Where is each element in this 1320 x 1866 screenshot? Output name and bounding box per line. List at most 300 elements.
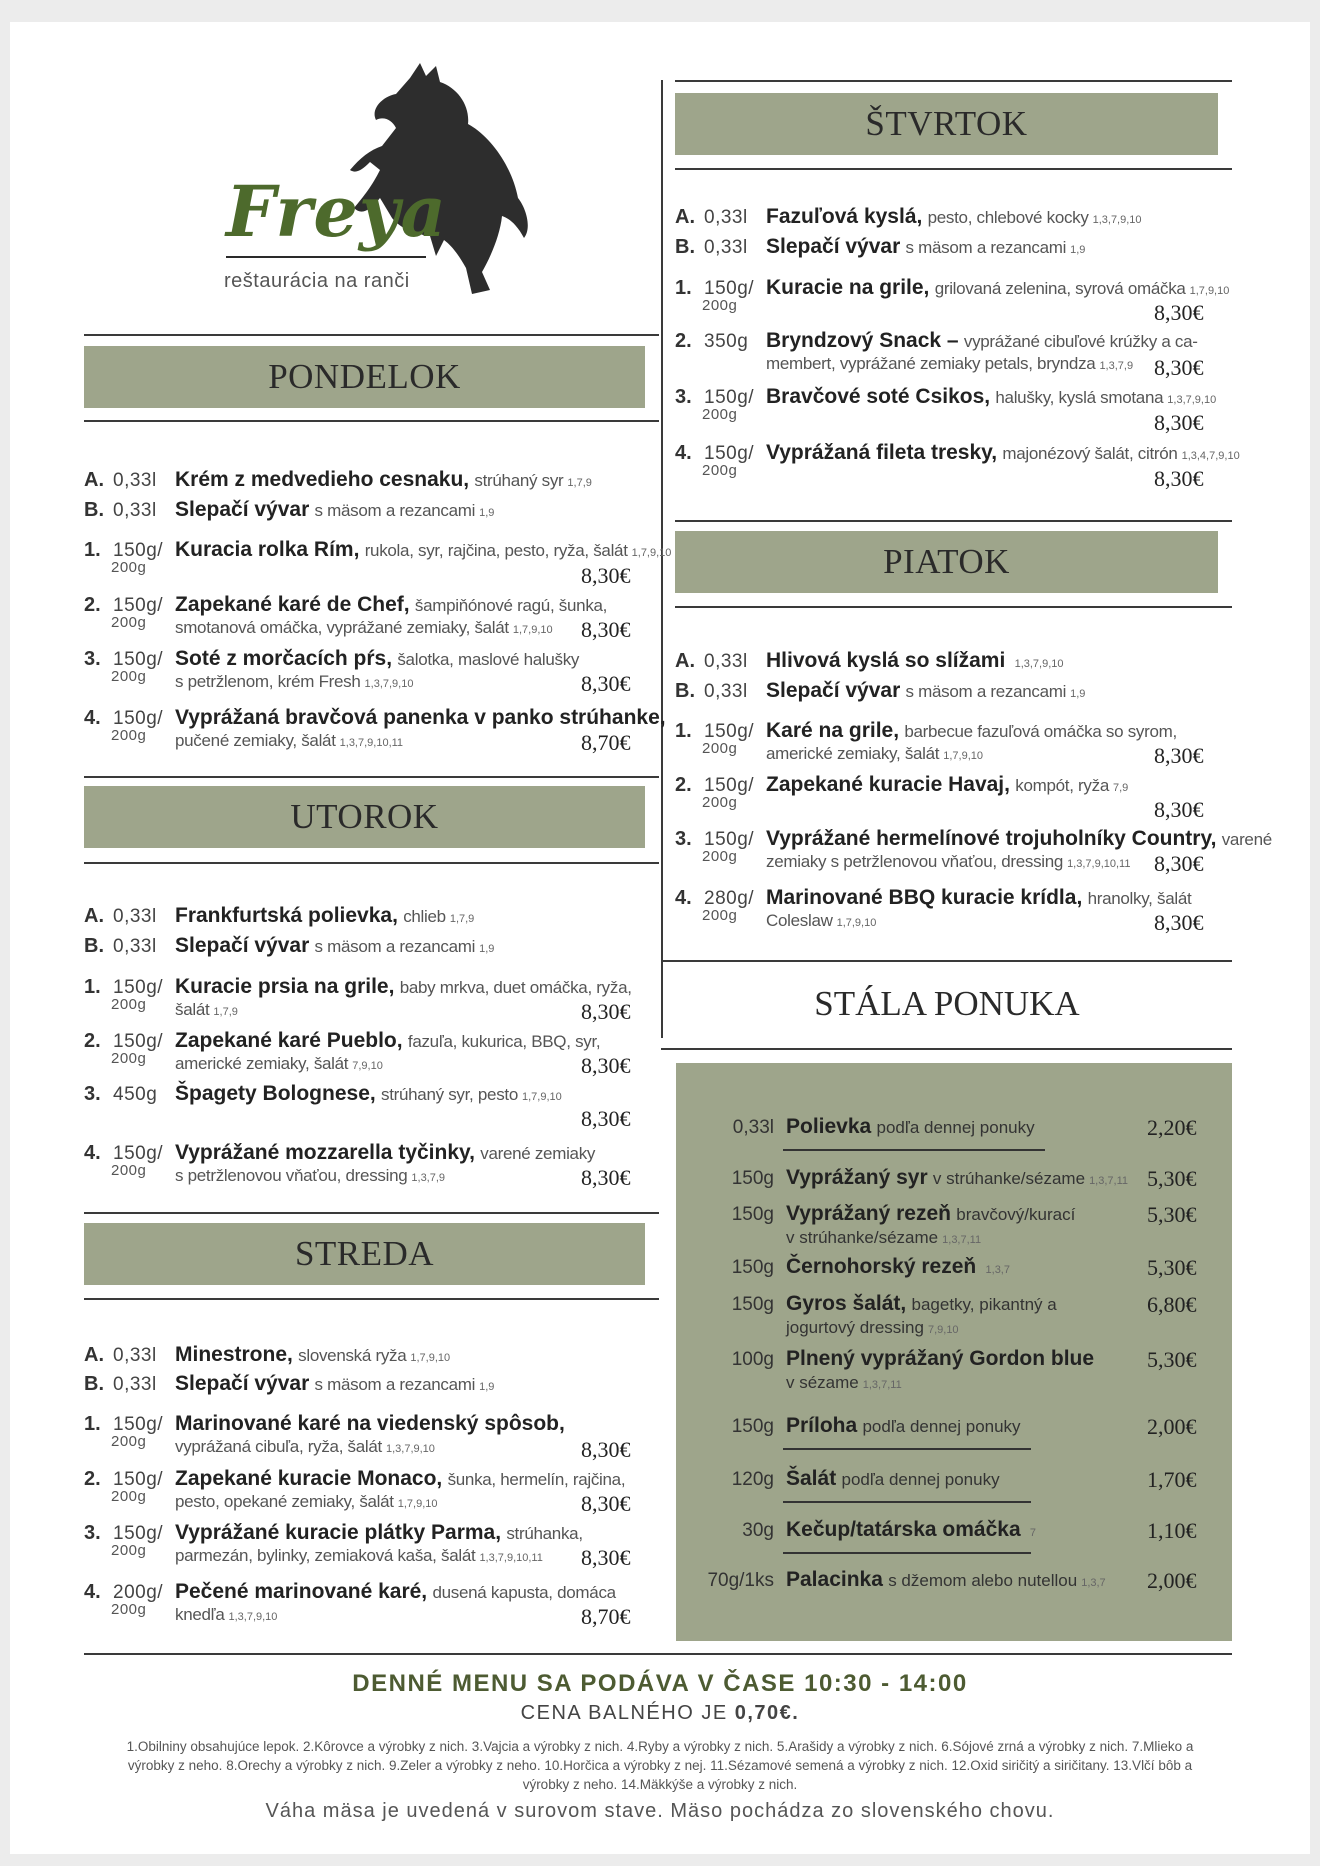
perm-quantity: 120g bbox=[731, 1469, 774, 1490]
day-header-tue: UTOROK bbox=[84, 786, 645, 848]
item-marker: 4. bbox=[84, 1142, 101, 1164]
perm-item-name: Černohorský rezeň bbox=[786, 1255, 977, 1278]
main-dish-detail bbox=[175, 998, 238, 1024]
item-quantity: 150g/ bbox=[704, 387, 755, 408]
item-allergens: 1,7,9,10 bbox=[397, 1498, 438, 1510]
item-marker: 4. bbox=[675, 887, 692, 909]
item-name: Zapekané kuracie Havaj, bbox=[766, 773, 1010, 796]
main-dish-detail bbox=[766, 352, 1133, 378]
perm-item-price: 5,30€ bbox=[1147, 1166, 1197, 1191]
item-marker: B. bbox=[675, 236, 695, 258]
soup-item bbox=[675, 649, 1064, 676]
item-name: Soté z morčacích pŕs, bbox=[175, 647, 393, 670]
item-price: 8,70€ bbox=[581, 730, 631, 755]
item-allergens: 1,3,7,9,10 bbox=[1092, 214, 1142, 226]
day-header-thu: ŠTVRTOK bbox=[675, 93, 1218, 155]
day-header-mon: PONDELOK bbox=[84, 346, 645, 408]
section-rule bbox=[84, 334, 659, 336]
main-dish-detail bbox=[175, 670, 413, 696]
item-name: Marinované BBQ kuracie krídla, bbox=[766, 886, 1083, 909]
section-rule bbox=[675, 168, 1232, 170]
item-marker: B. bbox=[84, 1373, 104, 1395]
section-rule bbox=[84, 1298, 659, 1300]
item-description: kompót, ryža bbox=[1015, 776, 1109, 795]
item-description-cont: vyprážaná cibuľa, ryža, šalát bbox=[175, 1437, 382, 1456]
perm-item-detail bbox=[786, 1372, 902, 1394]
item-name: Zapekané karé Pueblo, bbox=[175, 1029, 403, 1052]
item-allergens: 1,9 bbox=[1070, 688, 1086, 700]
item-quantity: 150g/ bbox=[113, 708, 164, 729]
item-description-cont: zemiaky s petržlenovou vňaťou, dressing bbox=[766, 852, 1064, 871]
item-allergens: 1,7,9,10 bbox=[631, 547, 672, 559]
perm-item-name: Polievka bbox=[786, 1115, 872, 1138]
item-description-cont: pučené zemiaky, šalát bbox=[175, 731, 336, 750]
item-marker: 4. bbox=[84, 1581, 101, 1603]
section-rule bbox=[84, 862, 659, 864]
item-price: 8,30€ bbox=[581, 1106, 631, 1131]
main-dish-detail bbox=[175, 1164, 445, 1190]
item-quantity: 450g bbox=[113, 1084, 158, 1105]
item-quantity: 350g bbox=[704, 331, 749, 352]
main-dish bbox=[84, 1412, 565, 1437]
main-dish bbox=[675, 827, 1272, 852]
item-allergens: 1,3,7,9,10 bbox=[1014, 658, 1064, 670]
main-dish bbox=[84, 593, 607, 618]
main-dish-detail bbox=[175, 1603, 277, 1629]
item-description: s mäsom a rezancami bbox=[905, 238, 1067, 257]
perm-item-name: Vyprážaný rezeň bbox=[786, 1202, 951, 1225]
item-marker: A. bbox=[675, 206, 695, 228]
item-quantity: 150g/ bbox=[113, 1143, 164, 1164]
item-name: Slepačí vývar bbox=[766, 235, 901, 258]
item-quantity: 150g/ bbox=[704, 443, 755, 464]
perm-item-price: 2,00€ bbox=[1147, 1414, 1197, 1439]
item-price: 8,30€ bbox=[581, 1437, 631, 1462]
item-quantity-alt: 200g bbox=[702, 297, 738, 314]
item-description-cont: s petržlenom, krém Fresh bbox=[175, 672, 361, 691]
item-name: Karé na grile, bbox=[766, 719, 900, 742]
perm-item bbox=[786, 1568, 1106, 1592]
item-quantity: 150g/ bbox=[113, 540, 164, 561]
item-name: Krém z medvedieho cesnaku, bbox=[175, 468, 470, 491]
item-name: Hlivová kyslá so slížami bbox=[766, 649, 1006, 672]
main-dish bbox=[84, 975, 632, 1000]
item-name: Zapekané kuracie Monaco, bbox=[175, 1467, 443, 1490]
perm-item-allergens: 1,3,7 bbox=[985, 1264, 1010, 1276]
perm-item-description: v strúhanke/sézame bbox=[932, 1169, 1086, 1188]
item-allergens: 1,3,7,9,10,11 bbox=[479, 1552, 543, 1564]
brand-tagline: reštaurácia na ranči bbox=[224, 270, 410, 292]
item-quantity-alt: 200g bbox=[111, 727, 147, 744]
item-name: Vyprážané kuracie plátky Parma, bbox=[175, 1521, 502, 1544]
item-description: šunka, hermelín, rajčina, bbox=[447, 1470, 626, 1489]
item-marker: 1. bbox=[84, 1413, 101, 1435]
allergen-legend: 1.Obilniny obsahujúce lepok. 2.Kôrovce a výrobky z nich. 3.Vajcia a výrobky z nich. 4.Ryby a výrobky z nich. 5.Arašidy a výrobky z nich. 6.Sójové zrná a výrobky z nich. 7.Mlieko a výrobky z neho. 8.Orechy a výrobky z nich. 9.Zeler a výrobky z neho. 10.Horčica a výrobky z nej. 11.Sézamové semená a výrobky z nich. 12.Oxid siričitý a siričitany. 13.Vlčí bôb a výrobky z neho. 14.Mäkkýše a výrobky z nich. bbox=[126, 1739, 1194, 1792]
item-description: strúhaný syr bbox=[474, 471, 564, 490]
item-name: Kuracie na grile, bbox=[766, 276, 930, 299]
item-quantity-alt: 200g bbox=[702, 462, 738, 479]
item-name: Špagety Bolognese, bbox=[175, 1082, 376, 1105]
item-quantity: 150g/ bbox=[113, 595, 164, 616]
item-description: s mäsom a rezancami bbox=[314, 937, 476, 956]
perm-item bbox=[786, 1292, 1057, 1316]
main-dish bbox=[84, 1029, 600, 1054]
perm-item bbox=[786, 1255, 1010, 1279]
main-dish bbox=[675, 441, 1240, 468]
item-price: 8,30€ bbox=[1154, 797, 1204, 822]
perm-item bbox=[786, 1518, 1036, 1542]
perm-quantity: 70g/1ks bbox=[707, 1570, 774, 1591]
item-description: hranolky, šalát bbox=[1087, 889, 1192, 908]
item-allergens: 7,9,10 bbox=[352, 1060, 383, 1072]
item-quantity: 0,33l bbox=[704, 207, 748, 228]
item-price: 8,30€ bbox=[1154, 466, 1204, 491]
item-marker: A. bbox=[84, 1344, 104, 1366]
item-quantity-alt: 200g bbox=[702, 907, 738, 924]
item-quantity: 0,33l bbox=[704, 681, 748, 702]
item-description: strúhanka, bbox=[506, 1524, 583, 1543]
item-description-cont: membert, vyprážané zemiaky petals, bryndza bbox=[766, 354, 1096, 373]
brand-underline bbox=[226, 256, 426, 258]
perm-item-name: Gyros šalát, bbox=[786, 1292, 907, 1315]
main-dish bbox=[84, 1467, 625, 1492]
item-quantity-alt: 200g bbox=[702, 848, 738, 865]
perm-item-allergens: 7 bbox=[1029, 1527, 1037, 1539]
item-allergens: 1,3,7,9,10 bbox=[385, 1443, 435, 1455]
perm-item-allergens: 1,3,7,11 bbox=[1089, 1175, 1129, 1187]
perm-quantity: 150g bbox=[731, 1257, 774, 1278]
item-allergens: 1,7,9,10 bbox=[943, 750, 983, 762]
item-name: Vyprážaná bravčová panenka v panko strúhanke, bbox=[175, 706, 666, 729]
section-rule bbox=[84, 420, 659, 422]
item-description: šalotka, maslové halušky bbox=[397, 650, 580, 669]
item-price: 8,30€ bbox=[1154, 910, 1204, 935]
item-price: 8,30€ bbox=[581, 1545, 631, 1570]
item-description: chlieb bbox=[403, 907, 446, 926]
perm-item-name: Palacinka bbox=[786, 1568, 883, 1591]
item-name: Vyprážaná fileta tresky, bbox=[766, 441, 998, 464]
perm-item-price: 5,30€ bbox=[1147, 1202, 1197, 1227]
item-allergens: 1,9 bbox=[479, 507, 495, 519]
item-price: 8,30€ bbox=[1154, 851, 1204, 876]
item-allergens: 1,7,9,10 bbox=[836, 917, 877, 929]
perm-item-name: Kečup/tatárska omáčka bbox=[786, 1518, 1021, 1541]
perm-item-detail bbox=[786, 1227, 981, 1249]
perm-item-underline bbox=[783, 1448, 1031, 1450]
section-rule bbox=[675, 606, 1232, 608]
item-quantity-alt: 200g bbox=[111, 1542, 147, 1559]
item-description-cont: s petržlenovou vňaťou, dressing bbox=[175, 1166, 408, 1185]
item-name: Fazuľová kyslá, bbox=[766, 205, 923, 228]
item-quantity-alt: 200g bbox=[111, 559, 147, 576]
perm-item-allergens: 1,3,7 bbox=[1081, 1577, 1106, 1589]
main-dish bbox=[84, 706, 666, 731]
item-marker: 2. bbox=[84, 594, 101, 616]
item-marker: B. bbox=[675, 680, 695, 702]
packaging-price bbox=[0, 1702, 1320, 1725]
item-allergens: 1,3,7,9,10 bbox=[364, 678, 414, 690]
item-description-cont: smotanová omáčka, vyprážané zemiaky, šalát bbox=[175, 618, 509, 637]
item-name: Slepačí vývar bbox=[175, 1372, 310, 1395]
item-price: 8,30€ bbox=[581, 617, 631, 642]
perm-item-price: 5,30€ bbox=[1147, 1347, 1197, 1372]
item-description: fazuľa, kukurica, BBQ, syr, bbox=[407, 1032, 601, 1051]
item-description-cont: knedľa bbox=[175, 1605, 225, 1624]
item-description: vyprážané cibuľové krúžky a ca- bbox=[963, 332, 1198, 351]
item-name: Marinované karé na viedenský spôsob, bbox=[175, 1412, 565, 1435]
item-quantity-alt: 200g bbox=[111, 1433, 147, 1450]
item-description: rukola, syr, rajčina, pesto, ryža, šalát bbox=[364, 541, 628, 560]
item-allergens: 1,7,9 bbox=[213, 1006, 238, 1018]
item-allergens: 7,9 bbox=[1112, 782, 1129, 794]
item-description: s mäsom a rezancami bbox=[905, 682, 1067, 701]
item-quantity: 150g/ bbox=[113, 1523, 164, 1544]
item-quantity: 0,33l bbox=[113, 1345, 157, 1366]
item-description-cont: Coleslaw bbox=[766, 911, 833, 930]
item-allergens: 1,3,7,9,10,11 bbox=[339, 737, 404, 749]
item-description-cont: pesto, opekané zemiaky, šalát bbox=[175, 1492, 394, 1511]
item-allergens: 1,9 bbox=[479, 1381, 495, 1393]
item-price: 8,30€ bbox=[581, 671, 631, 696]
perm-item bbox=[786, 1347, 1094, 1371]
item-quantity: 150g/ bbox=[113, 977, 164, 998]
item-allergens: 1,3,4,7,9,10 bbox=[1181, 450, 1240, 462]
main-dish bbox=[675, 329, 1198, 354]
item-quantity-alt: 200g bbox=[111, 996, 147, 1013]
item-name: Slepačí vývar bbox=[175, 498, 310, 521]
item-quantity-alt: 200g bbox=[111, 1601, 147, 1618]
main-dish-detail bbox=[175, 1544, 543, 1570]
item-name: Slepačí vývar bbox=[175, 934, 310, 957]
item-quantity: 200g/ bbox=[113, 1582, 164, 1603]
main-dish bbox=[675, 385, 1216, 412]
perm-item-price: 1,70€ bbox=[1147, 1467, 1197, 1492]
item-marker: 3. bbox=[675, 386, 692, 408]
item-allergens: 1,7,9,10 bbox=[410, 1352, 451, 1364]
perm-item-price: 5,30€ bbox=[1147, 1255, 1197, 1280]
perm-item-price: 2,00€ bbox=[1147, 1568, 1197, 1593]
perm-item bbox=[786, 1414, 1025, 1438]
item-allergens: 1,3,7,9,10 bbox=[1167, 394, 1217, 406]
main-dish-detail bbox=[175, 1435, 435, 1461]
section-rule bbox=[675, 520, 1232, 522]
item-price: 8,30€ bbox=[581, 1165, 631, 1190]
perm-item-description-cont: v sézame bbox=[786, 1373, 859, 1392]
item-description: halušky, kyslá smotana bbox=[995, 388, 1164, 407]
perm-item bbox=[786, 1115, 1039, 1139]
item-allergens: 1,7,9 bbox=[567, 477, 592, 489]
item-quantity: 150g/ bbox=[113, 1031, 164, 1052]
item-price: 8,30€ bbox=[581, 563, 631, 588]
main-dish bbox=[675, 276, 1229, 303]
item-description: majonézový šalát, citrón bbox=[1002, 444, 1178, 463]
perm-item-underline bbox=[783, 1149, 1045, 1151]
main-dish bbox=[84, 1141, 595, 1166]
packaging-value: 0,70€. bbox=[734, 1702, 800, 1724]
main-dish bbox=[84, 647, 579, 672]
item-quantity: 150g/ bbox=[704, 829, 755, 850]
item-description: s mäsom a rezancami bbox=[314, 1375, 476, 1394]
perm-quantity: 150g bbox=[731, 1294, 774, 1315]
item-allergens: 1,3,7,9 bbox=[411, 1172, 446, 1184]
item-quantity: 150g/ bbox=[113, 649, 164, 670]
item-name: Vyprážané hermelínové trojuholníky Country, bbox=[766, 827, 1217, 850]
meat-note: Váha mäsa je uvedená v surovom stave. Mäso pochádza zo slovenského chovu. bbox=[265, 1800, 1055, 1822]
main-dish bbox=[675, 719, 1177, 744]
perm-item-description-cont: v strúhanke/sézame bbox=[786, 1228, 939, 1247]
item-quantity-alt: 200g bbox=[111, 1488, 147, 1505]
item-name: Zapekané karé de Chef, bbox=[175, 593, 410, 616]
perm-quantity: 30g bbox=[742, 1520, 774, 1541]
permanent-title: STÁLA PONUKA bbox=[814, 984, 1080, 1023]
main-dish-detail bbox=[766, 850, 1130, 876]
item-quantity: 0,33l bbox=[113, 906, 157, 927]
item-description-cont: americké zemiaky, šalát bbox=[766, 744, 940, 763]
item-description: varené bbox=[1221, 830, 1272, 849]
item-allergens: 1,7,9,10 bbox=[512, 624, 553, 636]
item-description: baby mrkva, duet omáčka, ryža, bbox=[399, 978, 632, 997]
perm-item-name: Vyprážaný syr bbox=[786, 1166, 928, 1189]
perm-item-allergens: 1,3,7,11 bbox=[942, 1234, 982, 1246]
item-description-cont: americké zemiaky, šalát bbox=[175, 1054, 349, 1073]
soup-item bbox=[84, 1343, 450, 1370]
item-description: strúhaný syr, pesto bbox=[381, 1085, 518, 1104]
perm-item bbox=[786, 1202, 1075, 1226]
soup-item bbox=[84, 468, 592, 495]
perm-item-name: Plnený vyprážaný Gordon blue bbox=[786, 1347, 1095, 1370]
item-marker: 2. bbox=[675, 330, 692, 352]
item-description: s mäsom a rezancami bbox=[314, 501, 476, 520]
item-quantity: 150g/ bbox=[113, 1414, 164, 1435]
item-name: Pečené marinované karé, bbox=[175, 1580, 428, 1603]
item-allergens: 1,7,9,10 bbox=[521, 1091, 562, 1103]
item-quantity: 0,33l bbox=[113, 1374, 157, 1395]
perm-item bbox=[786, 1467, 1004, 1491]
item-name: Frankfurtská polievka, bbox=[175, 904, 398, 927]
item-price: 8,30€ bbox=[581, 999, 631, 1024]
perm-item-price: 1,10€ bbox=[1147, 1518, 1197, 1543]
item-marker: B. bbox=[84, 935, 104, 957]
main-dish-detail bbox=[766, 742, 983, 768]
item-quantity-alt: 200g bbox=[702, 740, 738, 757]
perm-item-description-cont: jogurtový dressing bbox=[786, 1318, 924, 1337]
perm-item-price: 6,80€ bbox=[1147, 1292, 1197, 1317]
item-marker: 2. bbox=[675, 774, 692, 796]
perm-item-price: 2,20€ bbox=[1147, 1115, 1197, 1140]
item-quantity: 150g/ bbox=[113, 1469, 164, 1490]
perm-item-description: bravčový/kurací bbox=[956, 1205, 1076, 1224]
item-allergens: 1,3,7,9 bbox=[1099, 360, 1134, 372]
soup-item bbox=[675, 679, 1085, 706]
item-description: slovenská ryža bbox=[298, 1346, 407, 1365]
section-rule bbox=[675, 80, 1232, 82]
item-name: Slepačí vývar bbox=[766, 679, 901, 702]
main-dish bbox=[84, 1082, 562, 1109]
item-allergens: 1,7,9 bbox=[449, 913, 475, 925]
logo bbox=[220, 58, 550, 308]
item-quantity-alt: 200g bbox=[111, 1050, 147, 1067]
item-quantity: 150g/ bbox=[704, 721, 755, 742]
item-quantity-alt: 200g bbox=[111, 1162, 147, 1179]
item-quantity: 0,33l bbox=[113, 500, 157, 521]
perm-quantity: 150g bbox=[731, 1416, 774, 1437]
section-rule bbox=[661, 960, 1232, 962]
perm-item-underline bbox=[783, 1501, 1031, 1503]
perm-item-description: podľa dennej ponuky bbox=[876, 1118, 1035, 1137]
item-quantity-alt: 200g bbox=[702, 406, 738, 423]
item-allergens: 1,9 bbox=[1070, 244, 1086, 256]
item-quantity-alt: 200g bbox=[111, 614, 147, 631]
item-marker: 1. bbox=[84, 539, 101, 561]
item-name: Bravčové soté Csikos, bbox=[766, 385, 991, 408]
main-dish bbox=[675, 773, 1128, 800]
item-price: 8,30€ bbox=[581, 1491, 631, 1516]
item-description: pesto, chlebové kocky bbox=[927, 208, 1089, 227]
item-price: 8,30€ bbox=[1154, 743, 1204, 768]
main-dish-detail bbox=[175, 729, 403, 755]
perm-item-underline bbox=[783, 1552, 1031, 1554]
soup-item bbox=[675, 235, 1085, 262]
item-marker: 4. bbox=[84, 707, 101, 729]
perm-item-allergens: 7,9,10 bbox=[927, 1324, 959, 1336]
item-description: barbecue fazuľová omáčka so syrom, bbox=[904, 722, 1177, 741]
item-description: varené zemiaky bbox=[480, 1144, 596, 1163]
day-header-wed: STREDA bbox=[84, 1223, 645, 1285]
item-name: Kuracia rolka Rím, bbox=[175, 538, 360, 561]
item-name: Vyprážané mozzarella tyčinky, bbox=[175, 1141, 475, 1164]
main-dish bbox=[675, 886, 1191, 911]
item-quantity: 150g/ bbox=[704, 775, 755, 796]
main-dish-detail bbox=[175, 1052, 383, 1078]
item-marker: 1. bbox=[675, 720, 692, 742]
main-dish-detail bbox=[175, 616, 553, 642]
item-price: 8,30€ bbox=[1154, 410, 1204, 435]
main-dish bbox=[84, 1521, 583, 1546]
item-marker: 2. bbox=[84, 1030, 101, 1052]
perm-quantity: 150g bbox=[731, 1168, 774, 1189]
item-marker: 3. bbox=[84, 1522, 101, 1544]
item-description-cont: parmezán, bylinky, zemiaková kaša, šalát bbox=[175, 1546, 476, 1565]
item-description: dusená kapusta, domáca bbox=[432, 1583, 616, 1602]
perm-item-description: podľa dennej ponuky bbox=[862, 1417, 1021, 1436]
bottom-rule bbox=[84, 1653, 1232, 1655]
item-quantity-alt: 200g bbox=[111, 668, 147, 685]
item-description: šampiňónové ragú, šunka, bbox=[414, 596, 608, 615]
perm-item-detail bbox=[786, 1317, 959, 1339]
main-dish bbox=[84, 1580, 616, 1605]
soup-item bbox=[84, 904, 474, 931]
item-price: 8,30€ bbox=[581, 1053, 631, 1078]
item-name: Kuracie prsia na grile, bbox=[175, 975, 395, 998]
item-price: 8,30€ bbox=[1154, 355, 1204, 380]
item-quantity: 150g/ bbox=[704, 278, 755, 299]
item-marker: 2. bbox=[84, 1468, 101, 1490]
item-marker: B. bbox=[84, 499, 104, 521]
item-quantity: 0,33l bbox=[113, 470, 157, 491]
perm-item-name: Príloha bbox=[786, 1414, 858, 1437]
item-name: Bryndzový Snack – bbox=[766, 329, 959, 352]
day-header-fri: PIATOK bbox=[675, 531, 1218, 593]
item-allergens: 1,3,7,9,10,11 bbox=[1067, 858, 1131, 870]
perm-item-allergens: 1,3,7,11 bbox=[862, 1379, 902, 1391]
item-allergens: 1,7,9,10 bbox=[1189, 285, 1230, 297]
soup-item bbox=[84, 1372, 494, 1399]
brand-name: Freya bbox=[226, 170, 447, 253]
item-allergens: 1,3,7,9,10 bbox=[228, 1611, 278, 1623]
main-dish bbox=[84, 538, 671, 565]
perm-item-description: bagetky, pikantný a bbox=[911, 1295, 1057, 1314]
item-marker: 3. bbox=[84, 648, 101, 670]
